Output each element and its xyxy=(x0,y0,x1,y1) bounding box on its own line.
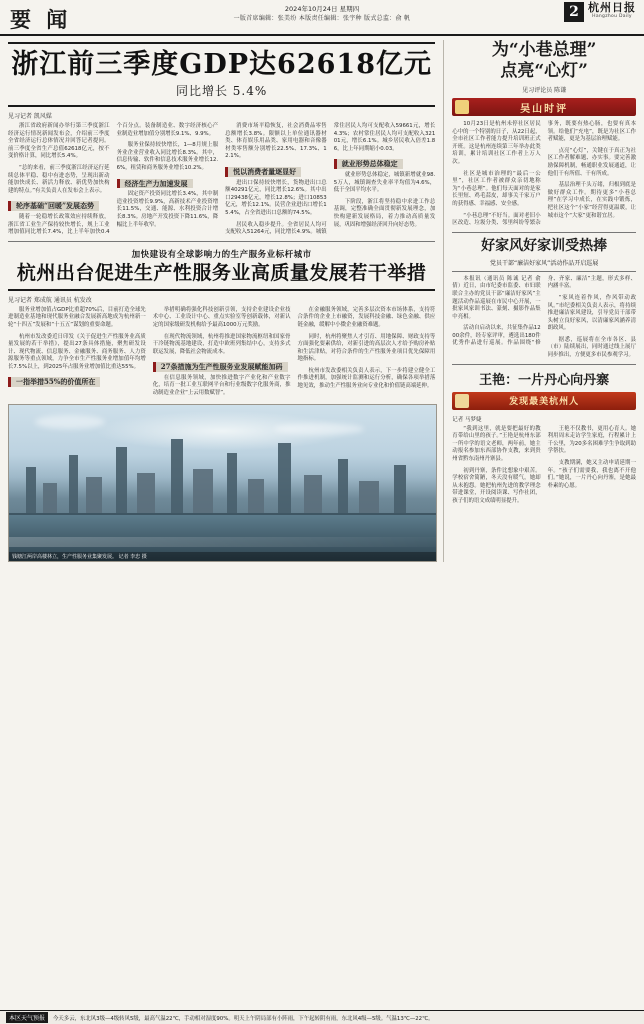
weather-label: 本区天气预报 xyxy=(6,1012,48,1023)
paragraph: “总的来看，前三季度浙江经济运行延续总体平稳、稳中有进态势，呈现出新动能加快成长、新活力释放、新优势加快构建的特点。”有关负责人在发布会上表示。 xyxy=(8,164,110,194)
paragraph: 居民收入稳步提升。全省居民人均可支配收入51264元，同比增长4.9%。城镇常住居民人均可支配收入59661元，增长4.3%；农村常住居民人均可支配收入32101元，增长6.1%。城乡居民收入倍差1.86，比上年同期缩小0.03。 xyxy=(225,123,436,236)
building-shape xyxy=(69,455,78,513)
masthead-center xyxy=(234,4,411,24)
paragraph: 本报讯（通讯员 陈诚 记者 俞倩）近日，由市纪委市监委、市妇联联合主办的党员干部“廉洁好家风”主题活动作品巡展在市民中心开展，一批家风家训书法、篆刻、摄影作品集中亮相。 xyxy=(452,275,541,320)
paper-logo xyxy=(588,3,636,21)
seal-icon xyxy=(455,100,469,114)
lead-subhead-4: 就业形势总体稳定 xyxy=(334,159,403,169)
profile-body xyxy=(452,426,636,506)
paragraph: 浙江省政府新闻办举行第三季度浙江经济运行情况新闻发布会，介绍前三季度全省经济运行总体情况并回答记者提问。前三季度全省生产总值62618亿元，按不变价格计算，同比增长5.4%。 xyxy=(8,123,110,160)
lead-subhead-1: 轮序基础“回暖”发展态势 xyxy=(8,201,99,211)
paragraph: 杭州市发改委相关负责人表示，下一步将建立健全工作推进机制，加强统计监测和运行分析，确保各项举措落地见效，推动生产性服务业向专业化和价值链高端延伸。 xyxy=(297,367,436,390)
second-subhead-1: 一指举措55%的价值所在 xyxy=(8,377,100,387)
seal-icon xyxy=(455,394,469,408)
paragraph: 同时，杭州将聚焦人才引育、用地保障、财政支持等方面强化要素供给，对新引进的高层次人才给予购房补贴和生活津贴，对符合条件的生产性服务业项目优先保障用地指标。 xyxy=(297,333,436,363)
paragraph: 固定资产投资同比增长3.4%，其中制造业投资增长9.9%，高新技术产业投资增长11.5%，交通、能源、水利投资合计增长8.3%。房地产开发投资下降11.6%，降幅比上半年收窄。 xyxy=(116,191,219,228)
building-shape xyxy=(278,443,291,513)
city-photo xyxy=(8,404,437,562)
building-shape xyxy=(394,465,406,513)
paragraph: 在金融服务领域，完善多层次资本市场体系，支持符合条件的企业上市融资，发展科技金融、绿色金融、供应链金融，缓解中小微企业融资难题。 xyxy=(297,306,436,328)
cloud-shape xyxy=(274,423,364,435)
lead-subhead-3: 悦以消费者量逐显好 xyxy=(225,167,301,177)
lead-subheadline: 同比增长 5.4% xyxy=(175,84,268,98)
masthead xyxy=(0,0,644,36)
paper-logo-en: Hangzhou Daily xyxy=(592,14,632,19)
divider xyxy=(452,232,636,233)
second-kicker: 加快建设有全球影响力的生产服务业标杆城市 xyxy=(131,249,312,260)
paragraph: 就业形势总体稳定，城镇新增就业98.5万人，城镇调查失业率平均值为4.6%，低于全国平均水平。 xyxy=(333,171,436,194)
building-shape xyxy=(193,469,213,513)
building-shape xyxy=(171,439,183,513)
lead-subhead-2: 经济生产力加速发展 xyxy=(117,179,193,189)
paragraph: 举措明确将强化科技创新引领，支持企业建设企业技术中心、工业设计中心、重点实验室等创新载体，对新认定的国家级研发机构给予最高1000万元奖励。 xyxy=(152,306,291,328)
lead-byline: 见习记者 凯风媒 xyxy=(8,113,52,120)
second-subhead-2: 27条措施为生产性服务业发展赋能加码 xyxy=(153,362,288,372)
paragraph: 点亮“心灯”，关键在于真正为社区工作者解难题、办实事。要完善激励保障机制，畅通职业发展通道，让他们干有所值、干有所成。 xyxy=(547,147,636,177)
commentary-headline-line1: 为“小巷总理” xyxy=(491,40,597,60)
paragraph: 随着一轮稳增长政策效应持续释放，浙江省工业生产保持较快增长，规上工业增加值同比增长7.4%，比上半年加快0.4个百分点。装备制造业、数字经济核心产业制造业增加值分别增长9.1%、9.9%。 xyxy=(8,123,219,236)
issue-date: 2024年10月24日 星期四 xyxy=(284,5,360,13)
lead-headline: 浙江前三季度GDP达62618亿元 xyxy=(11,49,432,80)
section-title: 要 闻 xyxy=(10,7,72,32)
paragraph: 社区是城市治理的“最后一公里”，社区工作者被群众亲切地称为“小巷总理”。他们每天面对的是家长里短、鸡毛蒜皮，却事关千家万户的获得感、幸福感、安全感。 xyxy=(452,170,541,207)
paragraph: 进出口保持较快增长，货物进出口总额40291亿元，同比增长12.6%。其中出口29438亿元，增长12.8%；进口10853亿元，增长12.1%。民营企业进出口增长15.4%，占全省进出口总额的74.5%。 xyxy=(225,179,327,216)
paragraph: 活动自启动以来，共征集作品1200余件，经专家评审，遴选出180件优秀作品进行巡展。作品围绕“修身、齐家、廉洁”主题，形式多样、内涵丰富。 xyxy=(452,275,636,347)
column-banner-wushan xyxy=(452,98,636,116)
divider xyxy=(452,271,636,272)
commentary-headline-line2: 点亮“心灯” xyxy=(500,61,588,81)
paragraph: 初到丹寨，条件比想象中艰苦。学校宿舍简陋，冬天没有暖气，她却从未抱怨。她把杭州先进的教学理念带进课堂，开设阅读课、写作社团，孩子们的语文成绩明显提升。 xyxy=(452,467,541,504)
paragraph: 在现代物流领域，杭州将推进国家物流枢纽和国家骨干冷链物流基地建设，打造中欧班列集结中心，支持多式联运发展，降低社会物流成本。 xyxy=(152,333,291,355)
paragraph: 支教期满，她又主动申请延期一年。“孩子们需要我，我也离不开他们。”她说，一片丹心向丹寨，是她最朴素的心愿。 xyxy=(547,460,636,489)
right-column xyxy=(443,40,636,562)
paragraph: 杭州市发改委近日印发《关于促进生产性服务业高质量发展的若干举措》，提出27条具体措施，聚焦研发设计、现代物流、信息服务、金融服务、商务服务、人力资源服务等重点领域，力争全市生产性服务业增加值年均增长7.5%以上，到2025年占服务业增加值比重达55%。 xyxy=(8,333,146,370)
paragraph: 消费市场平稳恢复，社会消费品零售总额增长3.8%。限额以上单位通讯器材类、体育娱乐用品类、家用电器和音像器材类零售额分别增长22.5%、17.3%、12.1%。 xyxy=(225,123,327,160)
paragraph: 据悉，巡展将在全市各区、县（市）陆续展出，同时通过线上展厅同步推出，方便更多市民参观学习。 xyxy=(547,336,636,359)
divider xyxy=(8,42,435,44)
editor-credits: 一版首席编辑：张美纷 本版责任编辑：张宇种 版式总监：俞 帆 xyxy=(233,15,411,22)
building-shape xyxy=(26,467,36,513)
profile-byline: 记者 马梦婕 xyxy=(452,416,482,423)
building-shape xyxy=(227,453,237,513)
paragraph: 服务业保持较快增长，1—8月规上服务业企业营业收入同比增长8.3%。其中，信息传输、软件和信息技术服务业增长12.6%，租赁和商务服务业增长10.2%。 xyxy=(116,142,219,171)
water-reflection xyxy=(9,537,436,547)
building-shape xyxy=(248,479,264,513)
building-shape xyxy=(304,475,322,513)
family-story-body xyxy=(452,276,636,360)
building-shape xyxy=(137,473,155,513)
paragraph: 服务业增加值占GDP比重超70%后，目前打造全球先进制造业基地和现代服务业融合发展新高地成为杭州新一轮“十四五”发展和“十五五”谋划的重要命题。 xyxy=(8,306,146,328)
building-shape xyxy=(86,477,102,513)
family-story-subhead: 党员干部“廉洁好家风”活动作品开启巡展 xyxy=(490,259,599,267)
left-column xyxy=(8,40,435,562)
profile-headline: 王艳：一片丹心向丹寨 xyxy=(479,372,610,388)
paragraph: 在信息服务领域，加快推进数字产业化和产业数字化，培育一批工业互联网平台和行业级数字化服务商，推动制造业企业“上云用数赋智”。 xyxy=(152,374,291,397)
building-shape xyxy=(43,483,57,513)
lead-body xyxy=(8,123,435,237)
paragraph: 10月23日是杭州未停社区居民心中的一个特别的日子，从22日起，全市社区工作者能力提升培训班正式开班。这是杭州连续第三年举办此类培训，累计培训社区工作者上万人次。 xyxy=(452,121,541,165)
commentary-body xyxy=(452,121,636,228)
page-number: 2 xyxy=(564,2,584,22)
weather-forecast-text: 今天多云，东北风3级—4级转风5级，最高气温22℃，手动相对湿度90%。明天上午阴局部有小阵雨，下午起转阴有雨，东北风4级—5级。气温13℃—22℃。 xyxy=(53,1015,434,1022)
divider xyxy=(8,105,435,107)
cloud-shape xyxy=(35,415,105,429)
paper-logo-cn: 杭州日报 xyxy=(588,1,636,14)
paragraph: “家风连着作风，作风带动政风。”市纪委相关负责人表示，将持续推进廉洁家风建设，引导党员干部带头树立良好家风，以清廉家风涵养清朗政风。 xyxy=(547,294,636,332)
weather-strip xyxy=(0,1010,644,1024)
column-banner-beautiful-people xyxy=(452,392,636,410)
family-story-headline: 好家风好家训受热捧 xyxy=(481,237,608,254)
divider xyxy=(8,241,435,242)
second-byline: 见习记者 郑成航 通讯员 杭发改 xyxy=(8,296,92,304)
paragraph: “我到这里，就是要把最好的教育带给山里的孩子。”王艳是杭州东部一所中学的语文老师，两年前，她主动报名参加东西部协作支教，来到贵州省黔东南州丹寨县。 xyxy=(452,425,541,463)
paragraph: 下阶段，浙江将坚持稳中求进工作总基调，完整准确全面贯彻新发展理念，加快构建新发展格局，着力推动高质量发展，巩固和增强经济回升向好态势。 xyxy=(333,198,436,228)
paragraph: “小巷总理”不好当。面对老旧小区改造、垃圾分类、邻里纠纷等繁杂事务，既要有热心肠，也要有真本领。给他们“充电”，既是为社区工作者赋能，更是为基层治理赋能。 xyxy=(452,121,636,227)
paragraph: 基层治理千头万绪，归根到底是做好群众工作。期待更多“小巷总理”在学习中成长，在实践中锻炼，把社区这个“小家”经营得更温暖，让城市这个“大家”更和谐宜居。 xyxy=(547,182,636,219)
building-shape xyxy=(116,447,127,513)
divider xyxy=(452,364,636,365)
page-body xyxy=(0,36,644,562)
paragraph: 王艳不仅教书，更用心育人。她利用周末走访学生家庭，行程累计上千公里，为20多名困难学生争取到助学帮扶。 xyxy=(547,425,636,455)
second-headline: 杭州出台促进生产性服务业高质量发展若干举措 xyxy=(16,261,427,284)
photo-caption: 钱塘江两岸高楼林立，生产性服务业集聚发展。 记者 李忠 摄 xyxy=(9,552,436,561)
divider xyxy=(8,289,435,291)
column-banner-label: 吴山时评 xyxy=(520,103,569,115)
building-shape xyxy=(338,459,348,513)
column-banner2-label: 发现最美杭州人 xyxy=(509,397,580,408)
commentary-byline: 见习评论员 陈谦 xyxy=(522,87,567,94)
masthead-right xyxy=(564,2,636,22)
second-body xyxy=(8,307,435,398)
building-shape xyxy=(359,481,379,513)
